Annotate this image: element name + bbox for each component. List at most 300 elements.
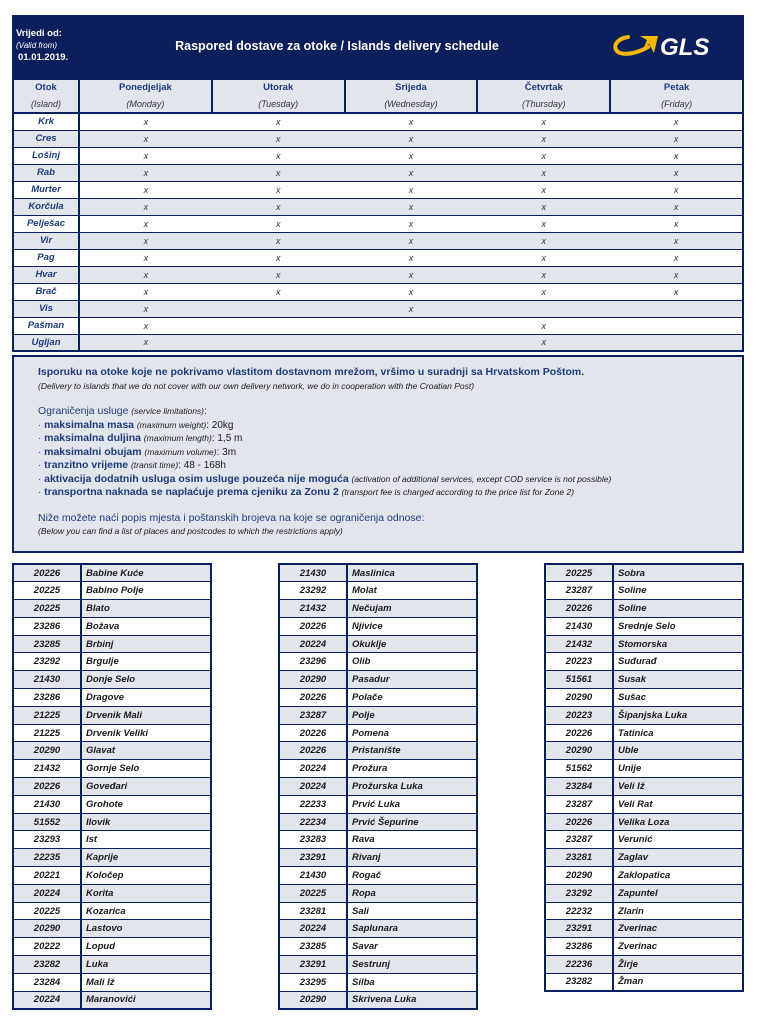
place-name: Žman <box>613 973 743 991</box>
postcode: 20226 <box>279 689 347 707</box>
postcode-row <box>279 831 477 849</box>
document-header <box>12 15 744 78</box>
limit-label: maksimalna masa <box>44 418 135 431</box>
column-header-label: Otok <box>35 82 57 93</box>
postcode-row <box>545 582 743 600</box>
place-name: Koločep <box>81 867 211 885</box>
place-name: Babine Kuće <box>81 564 211 582</box>
place-name: Saplunara <box>347 920 477 938</box>
limit-label: aktivacija dodatnih usluga osim usluge pouzeća nije moguća <box>44 472 349 485</box>
limit-label-en: (transport fee is charged according to the price list for Zone 2) <box>341 487 575 497</box>
place-name: Savar <box>347 938 477 956</box>
postcode-row <box>545 653 743 671</box>
delivery-mark: x <box>79 181 212 198</box>
column-header-day <box>212 79 345 113</box>
delivery-mark: x <box>79 317 212 334</box>
info-intro-en: (Delivery to islands that we do not cover with our own delivery network, we do in cooperation with the Croatian Post) <box>38 380 475 391</box>
delivery-mark: x <box>345 300 478 317</box>
place-name: Nečujam <box>347 600 477 618</box>
place-name: Stomorska <box>613 635 743 653</box>
postcode-row <box>545 920 743 938</box>
postcode: 23281 <box>545 849 613 867</box>
delivery-mark: x <box>477 317 610 334</box>
postcode-row <box>13 778 211 796</box>
place-name: Pristanište <box>347 742 477 760</box>
delivery-mark: x <box>79 300 212 317</box>
postcode: 21432 <box>545 635 613 653</box>
delivery-mark: x <box>610 266 743 283</box>
schedule-row <box>13 300 743 317</box>
place-name: Ilovik <box>81 813 211 831</box>
postcode-row <box>545 778 743 796</box>
postcode-row <box>13 617 211 635</box>
postcode: 20290 <box>279 671 347 689</box>
column-header-label-en: (Tuesday) <box>258 99 299 109</box>
limits-title: Ograničenja usluge <box>38 405 129 417</box>
place-name: Uble <box>613 742 743 760</box>
limit-label: maksimalni obujam <box>44 445 142 458</box>
limit-label: tranzitno vrijeme <box>44 459 129 471</box>
limit-value: : 1,5 m <box>211 433 243 444</box>
column-header-label: Utorak <box>263 82 294 93</box>
postcode: 20226 <box>545 724 613 742</box>
place-name: Zaglav <box>613 849 743 867</box>
postcode-row <box>13 973 211 991</box>
delivery-mark: x <box>477 249 610 266</box>
postcode-row <box>545 742 743 760</box>
postcode-row <box>279 600 477 618</box>
postcode-row <box>13 564 211 582</box>
postcode: 20290 <box>545 742 613 760</box>
delivery-mark: x <box>345 164 478 181</box>
place-name: Sušac <box>613 689 743 707</box>
postcode: 21430 <box>279 867 347 885</box>
island-name: Korčula <box>13 198 79 215</box>
limit-label-en: (maximum volume) <box>144 446 217 457</box>
postcode: 20225 <box>279 884 347 902</box>
postcode: 23286 <box>545 938 613 956</box>
place-name: Suđurađ <box>613 653 743 671</box>
delivery-mark: x <box>477 232 610 249</box>
postcode: 20224 <box>279 778 347 796</box>
place-name: Njivice <box>347 617 477 635</box>
place-name: Rogač <box>347 867 477 885</box>
delivery-mark: x <box>345 198 478 215</box>
postcode: 23284 <box>545 778 613 796</box>
bullet: · <box>38 446 42 458</box>
postcode: 20290 <box>13 742 81 760</box>
postcode-row <box>545 813 743 831</box>
limit-value: : 20kg <box>206 419 234 431</box>
postcode-row <box>279 635 477 653</box>
limit-label-en: (transit time) <box>130 460 179 470</box>
delivery-mark: x <box>79 130 212 147</box>
place-name: Ropa <box>347 884 477 902</box>
place-name: Verunić <box>613 831 743 849</box>
postcode: 23287 <box>545 582 613 600</box>
postcode: 23286 <box>13 689 81 707</box>
island-name: Vir <box>13 232 79 249</box>
postcode-row <box>279 742 477 760</box>
postcode-row <box>13 831 211 849</box>
postcode-row <box>545 849 743 867</box>
postcode-row <box>13 706 211 724</box>
island-name: Pag <box>13 249 79 266</box>
postcode: 21432 <box>279 600 347 618</box>
delivery-mark: x <box>345 147 478 164</box>
delivery-mark <box>345 334 478 351</box>
postcode-row <box>13 742 211 760</box>
limit-item <box>38 446 718 460</box>
postcode: 20226 <box>279 724 347 742</box>
delivery-mark: x <box>477 147 610 164</box>
bullet: · <box>38 460 42 471</box>
postcode-row <box>13 849 211 867</box>
column-header-island <box>13 79 79 113</box>
column-header-label: Srijeda <box>395 82 427 93</box>
postcode: 20224 <box>279 920 347 938</box>
delivery-mark: x <box>345 113 478 130</box>
info-footer: Niže možete naći popis mjesta i poštanskih brojeva na koje se ograničenja odnose: <box>38 511 425 524</box>
island-name: Murter <box>13 181 79 198</box>
place-name: Prvić Šepurine <box>347 813 477 831</box>
delivery-mark: x <box>477 334 610 351</box>
place-name: Rivanj <box>347 849 477 867</box>
place-name: Lastovo <box>81 920 211 938</box>
delivery-mark: x <box>79 198 212 215</box>
place-name: Sestrunj <box>347 956 477 974</box>
place-name: Pasadur <box>347 671 477 689</box>
postcode: 23286 <box>13 617 81 635</box>
delivery-mark <box>610 317 743 334</box>
schedule-row <box>13 147 743 164</box>
postcode: 23287 <box>545 831 613 849</box>
postcode: 23291 <box>545 920 613 938</box>
postcode-row <box>279 920 477 938</box>
place-name: Polje <box>347 706 477 724</box>
postcode: 23292 <box>13 653 81 671</box>
postcode-row <box>545 795 743 813</box>
delivery-mark: x <box>79 266 212 283</box>
postcode-row <box>13 867 211 885</box>
delivery-mark: x <box>212 283 345 300</box>
limit-label-en: (activation of additional services, except COD service is not possible) <box>351 473 612 484</box>
postcode-row <box>545 884 743 902</box>
island-name: Rab <box>13 164 79 181</box>
postcode-row <box>279 884 477 902</box>
postcode: 21225 <box>13 724 81 742</box>
delivery-mark <box>345 317 478 334</box>
limit-item <box>38 459 718 473</box>
limit-value: : 48 - 168h <box>178 460 226 471</box>
column-header-label-en: (Monday) <box>126 99 165 109</box>
postcode: 23281 <box>279 902 347 920</box>
postcode-row <box>279 902 477 920</box>
valid-from-date: 01.01.2019. <box>18 52 69 63</box>
postcode-row <box>545 956 743 974</box>
bullet: · <box>38 487 42 498</box>
schedule-row <box>13 164 743 181</box>
gls-logo-text: GLS <box>660 34 710 61</box>
postcode: 20221 <box>13 867 81 885</box>
postcode: 21430 <box>13 795 81 813</box>
postcode-row <box>545 617 743 635</box>
delivery-mark: x <box>610 130 743 147</box>
place-name: Skrivena Luka <box>347 991 477 1009</box>
postcode: 20225 <box>13 582 81 600</box>
place-name: Okuklje <box>347 635 477 653</box>
postcode: 51561 <box>545 671 613 689</box>
postcode: 22234 <box>279 813 347 831</box>
column-header-label: Četvrtak <box>524 82 563 93</box>
postcode: 20226 <box>279 617 347 635</box>
delivery-mark: x <box>610 181 743 198</box>
delivery-mark: x <box>610 198 743 215</box>
postcode-row <box>279 564 477 582</box>
delivery-mark: x <box>212 249 345 266</box>
place-name: Veli Rat <box>613 795 743 813</box>
delivery-mark: x <box>345 130 478 147</box>
postcode: 23292 <box>545 884 613 902</box>
postcode: 23293 <box>13 831 81 849</box>
postcode: 20290 <box>545 689 613 707</box>
delivery-mark: x <box>477 266 610 283</box>
schedule-row <box>13 266 743 283</box>
postcode-row <box>13 724 211 742</box>
delivery-mark <box>610 300 743 317</box>
delivery-mark: x <box>345 181 478 198</box>
limits-title-en: (service limitations) <box>131 406 205 416</box>
postcode-row <box>279 813 477 831</box>
island-name: Brač <box>13 283 79 300</box>
schedule-row <box>13 249 743 266</box>
schedule-row <box>13 198 743 215</box>
place-name: Molat <box>347 582 477 600</box>
postcode: 23284 <box>13 973 81 991</box>
place-name: Glavat <box>81 742 211 760</box>
place-name: Soline <box>613 600 743 618</box>
postcode: 23287 <box>545 795 613 813</box>
postcode: 22233 <box>279 795 347 813</box>
place-name: Zapuntel <box>613 884 743 902</box>
place-name: Maslinica <box>347 564 477 582</box>
valid-from-label: Vrijedi od: <box>16 28 62 39</box>
place-name: Zverinac <box>613 920 743 938</box>
postcode-row <box>279 653 477 671</box>
place-name: Luka <box>81 956 211 974</box>
postcode: 23295 <box>279 973 347 991</box>
postcode-row <box>279 991 477 1009</box>
place-name: Donje Selo <box>81 671 211 689</box>
limit-item <box>38 486 718 500</box>
delivery-mark: x <box>477 164 610 181</box>
place-name: Silba <box>347 973 477 991</box>
delivery-mark: x <box>212 164 345 181</box>
place-name: Božava <box>81 617 211 635</box>
place-name: Kozarica <box>81 902 211 920</box>
postcode-list-1 <box>12 563 212 1010</box>
postcode-row <box>13 991 211 1009</box>
delivery-mark: x <box>610 164 743 181</box>
postcode-row <box>13 813 211 831</box>
delivery-mark: x <box>79 147 212 164</box>
island-name: Ugljan <box>13 334 79 351</box>
postcode-row <box>545 938 743 956</box>
postcode-row <box>279 973 477 991</box>
place-name: Unije <box>613 760 743 778</box>
delivery-mark: x <box>477 181 610 198</box>
delivery-mark <box>212 300 345 317</box>
column-header-day <box>79 79 212 113</box>
postcode-row <box>545 760 743 778</box>
bullet: · <box>38 473 42 485</box>
column-header-label: Ponedjeljak <box>118 82 172 93</box>
bullet: · <box>38 419 42 431</box>
postcode-row <box>13 760 211 778</box>
delivery-mark: x <box>212 130 345 147</box>
postcode-row <box>13 653 211 671</box>
postcode: 23285 <box>279 938 347 956</box>
postcode-row <box>545 635 743 653</box>
place-name: Sali <box>347 902 477 920</box>
place-name: Susak <box>613 671 743 689</box>
delivery-mark: x <box>212 215 345 232</box>
place-name: Zaklopatica <box>613 867 743 885</box>
postcode: 23283 <box>279 831 347 849</box>
column-header-label-en: (Thursday) <box>522 99 566 109</box>
delivery-mark: x <box>477 215 610 232</box>
postcode-row <box>13 635 211 653</box>
postcode-row <box>545 671 743 689</box>
postcode: 20225 <box>13 600 81 618</box>
postcode-row <box>279 849 477 867</box>
info-footer-en: (Below you can find a list of places and postcodes to which the restrictions apply) <box>38 526 343 536</box>
place-name: Veli Iž <box>613 778 743 796</box>
place-name: Zverinac <box>613 938 743 956</box>
schedule-row <box>13 283 743 300</box>
place-name: Blato <box>81 600 211 618</box>
limit-label-en: (maximum weight) <box>136 419 207 430</box>
postcode: 20224 <box>279 635 347 653</box>
delivery-mark: x <box>79 334 212 351</box>
schedule-row <box>13 232 743 249</box>
postcode-row <box>545 600 743 618</box>
schedule-row <box>13 113 743 130</box>
postcode: 23287 <box>279 706 347 724</box>
postcode: 20224 <box>279 760 347 778</box>
limit-label: maksimalna duljina <box>44 432 141 444</box>
limits-title-suffix: : <box>204 406 207 417</box>
place-name: Korita <box>81 884 211 902</box>
place-name: Lopud <box>81 938 211 956</box>
postcode-row <box>13 884 211 902</box>
postcode-row <box>279 938 477 956</box>
postcode-row <box>13 795 211 813</box>
info-intro: Isporuku na otoke koje ne pokrivamo vlastitom dostavnom mrežom, vršimo u suradnji sa Hrvatskom Poštom. <box>38 366 585 378</box>
postcode: 21432 <box>13 760 81 778</box>
place-name: Prožura <box>347 760 477 778</box>
postcode-row <box>13 600 211 618</box>
place-name: Prvić Luka <box>347 795 477 813</box>
delivery-mark: x <box>345 232 478 249</box>
postcode: 21430 <box>13 671 81 689</box>
island-name: Cres <box>13 130 79 147</box>
limit-label: transportna naknada se naplaćuje prema cjeniku za Zonu 2 <box>44 486 339 498</box>
postcode-row <box>545 867 743 885</box>
place-name: Soline <box>613 582 743 600</box>
postcode: 51562 <box>545 760 613 778</box>
place-name: Mali Iž <box>81 973 211 991</box>
limits-list <box>38 419 718 500</box>
schedule-row <box>13 317 743 334</box>
delivery-mark: x <box>212 198 345 215</box>
postcode-row <box>545 831 743 849</box>
delivery-mark: x <box>345 266 478 283</box>
postcode: 23292 <box>279 582 347 600</box>
postcode: 20223 <box>545 706 613 724</box>
postcode-row <box>545 564 743 582</box>
postcode-row <box>279 867 477 885</box>
postcode: 23291 <box>279 956 347 974</box>
place-name: Velika Loza <box>613 813 743 831</box>
postcode: 20290 <box>13 920 81 938</box>
postcode-row <box>13 956 211 974</box>
page-title: Raspored dostave za otoke / Islands delivery schedule <box>175 39 499 53</box>
delivery-mark <box>610 334 743 351</box>
postcode-row <box>279 671 477 689</box>
postcode-row <box>545 706 743 724</box>
schedule-row <box>13 181 743 198</box>
delivery-mark: x <box>79 113 212 130</box>
postcode: 20223 <box>545 653 613 671</box>
postcode: 23291 <box>279 849 347 867</box>
column-header-day <box>477 79 610 113</box>
island-name: Vis <box>13 300 79 317</box>
island-name: Hvar <box>13 266 79 283</box>
place-name: Pomena <box>347 724 477 742</box>
postcode-row <box>279 724 477 742</box>
delivery-mark: x <box>212 266 345 283</box>
postcode-list-2 <box>278 563 478 1010</box>
postcode: 20290 <box>279 991 347 1009</box>
place-name: Babino Polje <box>81 582 211 600</box>
place-name: Prožurska Luka <box>347 778 477 796</box>
place-name: Srednje Selo <box>613 617 743 635</box>
postcode-row <box>279 582 477 600</box>
island-name: Pelješac <box>13 215 79 232</box>
postcode: 20225 <box>545 564 613 582</box>
place-name: Maranovići <box>81 991 211 1009</box>
delivery-mark: x <box>79 215 212 232</box>
schedule-row <box>13 215 743 232</box>
service-info-box <box>12 355 744 553</box>
postcode-row <box>13 902 211 920</box>
postcode-row <box>279 956 477 974</box>
delivery-mark: x <box>610 283 743 300</box>
postcode-row <box>279 706 477 724</box>
island-name: Krk <box>13 113 79 130</box>
island-name: Lošinj <box>13 147 79 164</box>
delivery-mark: x <box>345 283 478 300</box>
delivery-mark: x <box>212 113 345 130</box>
postcode-row <box>545 724 743 742</box>
postcode-row <box>279 778 477 796</box>
schedule-row <box>13 130 743 147</box>
postcode: 51552 <box>13 813 81 831</box>
postcode: 23285 <box>13 635 81 653</box>
postcode: 22236 <box>545 956 613 974</box>
delivery-mark <box>477 300 610 317</box>
